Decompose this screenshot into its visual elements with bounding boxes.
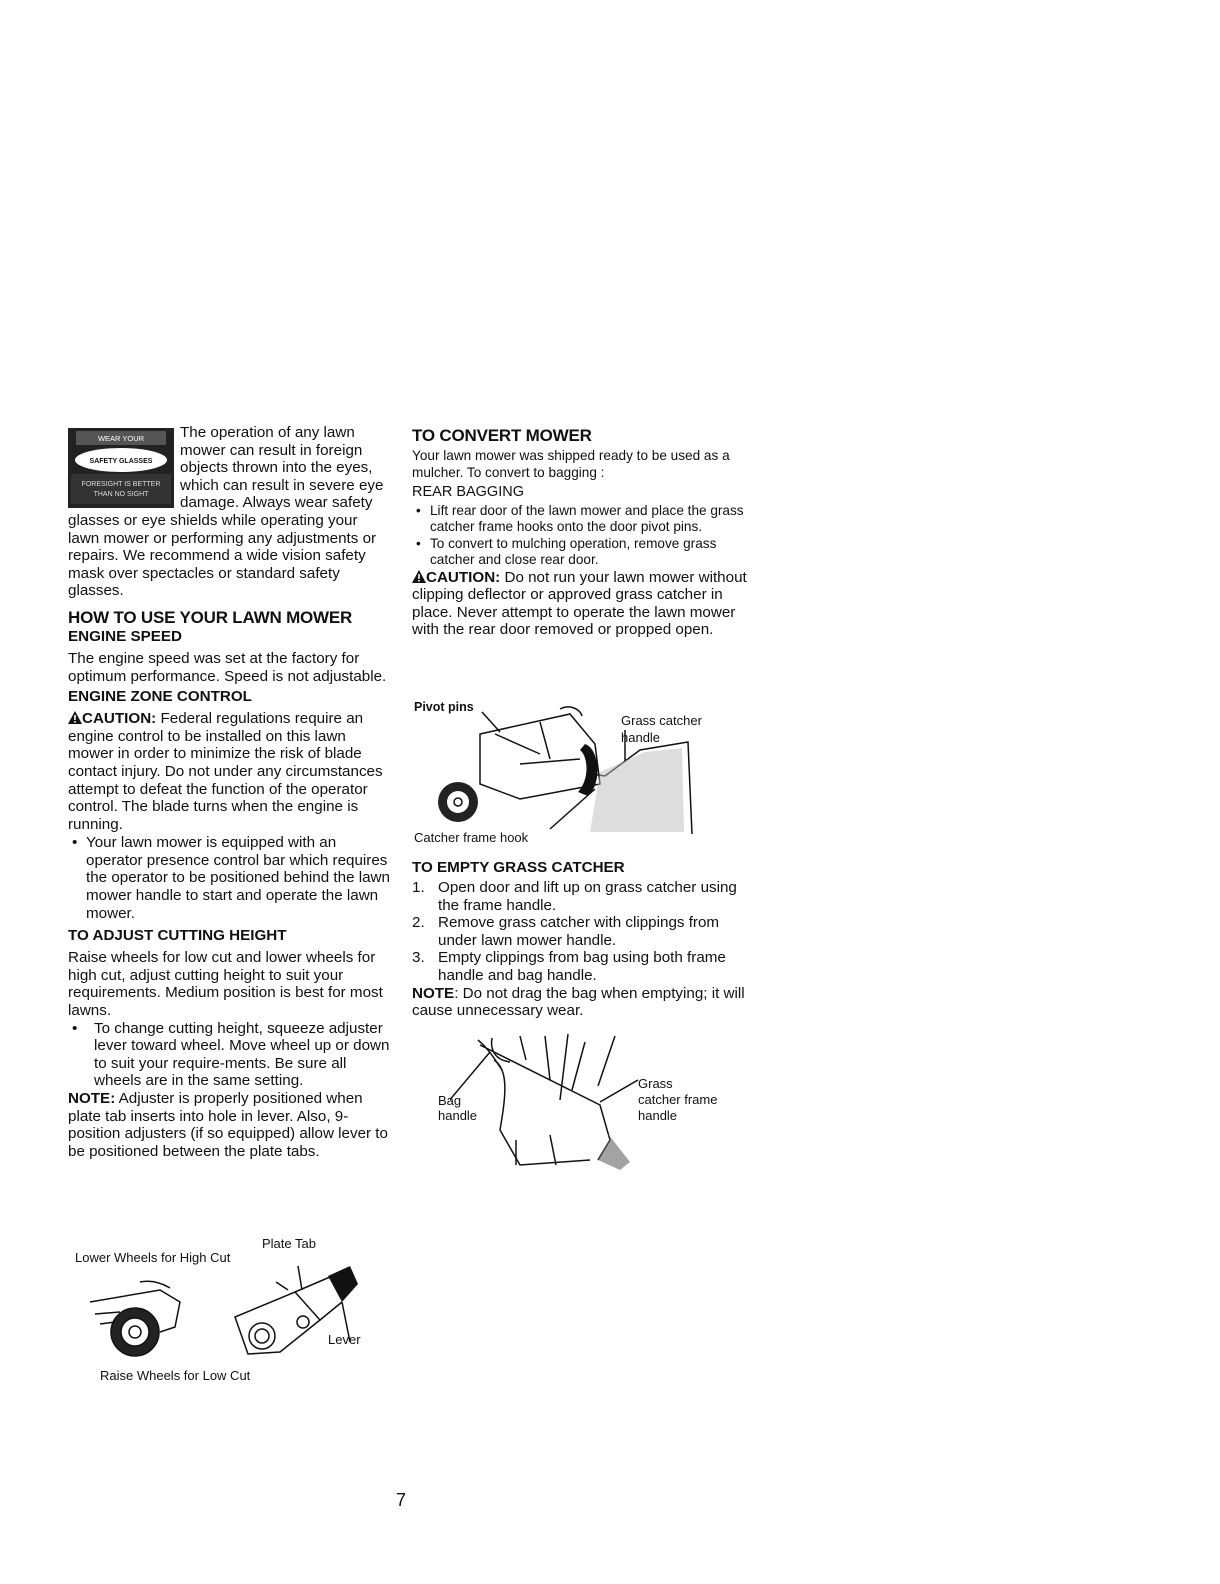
convert-bullet-1: Lift rear door of the lawn mower and place the grass catcher frame hooks onto the door pivot pins. — [430, 502, 744, 534]
pivot-pins-label: Pivot pins — [414, 700, 474, 714]
empty-step-2: Remove grass catcher with clippings from under lawn mower handle. — [438, 914, 720, 949]
empty-note — [412, 985, 747, 1020]
plate-tab-label: Plate Tab — [262, 1236, 316, 1251]
raise-wheels-label: Raise Wheels for Low Cut — [100, 1368, 251, 1383]
badge-bottom-text-2: THAN NO SIGHT — [93, 491, 149, 498]
caution-triangle-icon — [68, 711, 82, 724]
grass-catcher-handle-label-2: handle — [621, 730, 661, 745]
note-text: Adjuster is properly positioned when plate tab inserts into hole in lever. Also, 9-position adjusters (if so equipped) allow lever to be positioned between the plate tabs. — [68, 1090, 388, 1160]
convert-heading: TO CONVERT MOWER — [412, 426, 592, 445]
caution-triangle-icon — [412, 570, 426, 583]
empty-heading: TO EMPTY GRASS CATCHER — [412, 859, 625, 876]
note-text: : Do not drag the bag when emptying; it will cause unnecessary wear. — [412, 984, 745, 1020]
caution-label: CAUTION: — [82, 710, 157, 728]
convert-caution — [412, 569, 747, 639]
lever-label: Lever — [328, 1332, 361, 1347]
page-number: 7 — [396, 1490, 407, 1510]
change-height-bullet: To change cutting height, squeeze adjuster lever toward wheel. Move wheel up or down to suit your require-ments. Be sure all wheels are in the same setting. — [94, 1019, 390, 1090]
badge-top-text: WEAR YOUR — [97, 434, 145, 443]
list-item: • Your lawn mower is equipped with an operator presence control bar which requires the operator to be positioned behind the lawn mower handle to start and operate the lawn mower. — [72, 834, 390, 922]
engine-zone-control-heading: ENGINE ZONE CONTROL — [68, 688, 252, 706]
badge-bottom-text-1: FORESIGHT IS BETTER — [81, 481, 161, 488]
engine-zone-caution — [68, 710, 390, 833]
grass-catcher-illustration — [420, 704, 700, 836]
caution-label: CAUTION: — [426, 568, 501, 586]
operator-control-bullet: Your lawn mower is equipped with an operator presence control bar which requires the operator to be positioned behind the lawn mower handle to start and operate the lawn mower. — [86, 834, 390, 922]
cutting-height-heading: TO ADJUST CUTTING HEIGHT — [68, 927, 287, 945]
list-item: • To change cutting height, squeeze adjuster lever toward wheel. Move wheel up or down to suit your require-ments. Be sure all wheels are in the same setting. — [72, 1019, 390, 1090]
list-item: • Lift rear door of the lawn mower and place the grass catcher frame hooks onto the door pivot pins. — [416, 502, 744, 534]
frame-handle-label-3: handle — [638, 1108, 678, 1123]
note-label: NOTE: — [68, 1090, 116, 1107]
list-item: • To convert to mulching operation, remove grass catcher and close rear door. — [416, 535, 717, 567]
empty-step-1: Open door and lift up on grass catcher using the frame handle. — [438, 879, 737, 914]
empty-bag-illustration — [450, 1030, 650, 1170]
catcher-frame-hook-label: Catcher frame hook — [414, 830, 529, 845]
caution-text: Do not run your lawn mower without clipping deflector or approved grass catcher in place. Never attempt to operate the lawn mower with the rear door removed or propped open. — [412, 568, 747, 639]
adjuster-note — [68, 1090, 390, 1160]
safety-glasses-badge — [68, 428, 174, 508]
list-item: 2. Remove grass catcher with clippings from under lawn mower handle. — [412, 914, 720, 949]
left-column — [68, 424, 390, 1160]
convert-bullet-2: To convert to mulching operation, remove grass catcher and close rear door. — [430, 535, 717, 567]
bag-handle-label-1: Bag — [438, 1093, 462, 1108]
frame-handle-label-2: catcher frame — [638, 1092, 718, 1107]
note-label: NOTE — [412, 984, 455, 1002]
rear-bagging-label: REAR BAGGING — [412, 484, 524, 500]
bag-handle-label-2: handle — [438, 1108, 478, 1123]
empty-step-3: Empty clippings from bag using both frame handle and bag handle. — [438, 949, 726, 984]
list-item: 1. Open door and lift up on grass catcher using the frame handle. — [412, 879, 737, 914]
lower-wheels-label: Lower Wheels for High Cut — [75, 1250, 231, 1265]
engine-speed-heading: ENGINE SPEED — [68, 627, 182, 645]
grass-catcher-handle-label-1: Grass catcher — [621, 713, 702, 728]
intro-paragraph: The operation of any lawn mower can result in foreign objects thrown into the eyes, which can result in severe eye damage. Always wear safety glasses or eye shields while operating your lawn mower or performing any adjustments or repairs. We recommend a wide vision safety mask over spectacles or standard safety glasses. — [68, 424, 384, 600]
frame-handle-label-1: Grass — [638, 1076, 673, 1091]
right-column — [412, 424, 747, 639]
how-to-heading: HOW TO USE YOUR LAWN MOWER — [68, 607, 353, 627]
badge-middle-text: SAFETY GLASSES — [89, 458, 153, 465]
convert-text: Your lawn mower was shipped ready to be used as a mulcher. To convert to bagging : — [412, 448, 730, 480]
caution-text: Federal regulations require an engine control to be installed on this lawn mower in order to minimize the risk of blade contact injury. Do not under any circumstances attempt to defeat the function of the operator control. The blade turns when the engine is running. — [68, 710, 383, 833]
list-item: 3. Empty clippings from bag using both frame handle and bag handle. — [412, 949, 726, 984]
engine-speed-text: The engine speed was set at the factory for optimum performance. Speed is not adjustable. — [68, 649, 387, 685]
cutting-height-text: Raise wheels for low cut and lower wheels for high cut, adjust cutting height to suit your requirements. Medium position is best for most lawns. — [68, 949, 383, 1020]
empty-section — [412, 856, 747, 1020]
cutting-height-illustration — [80, 1262, 370, 1368]
